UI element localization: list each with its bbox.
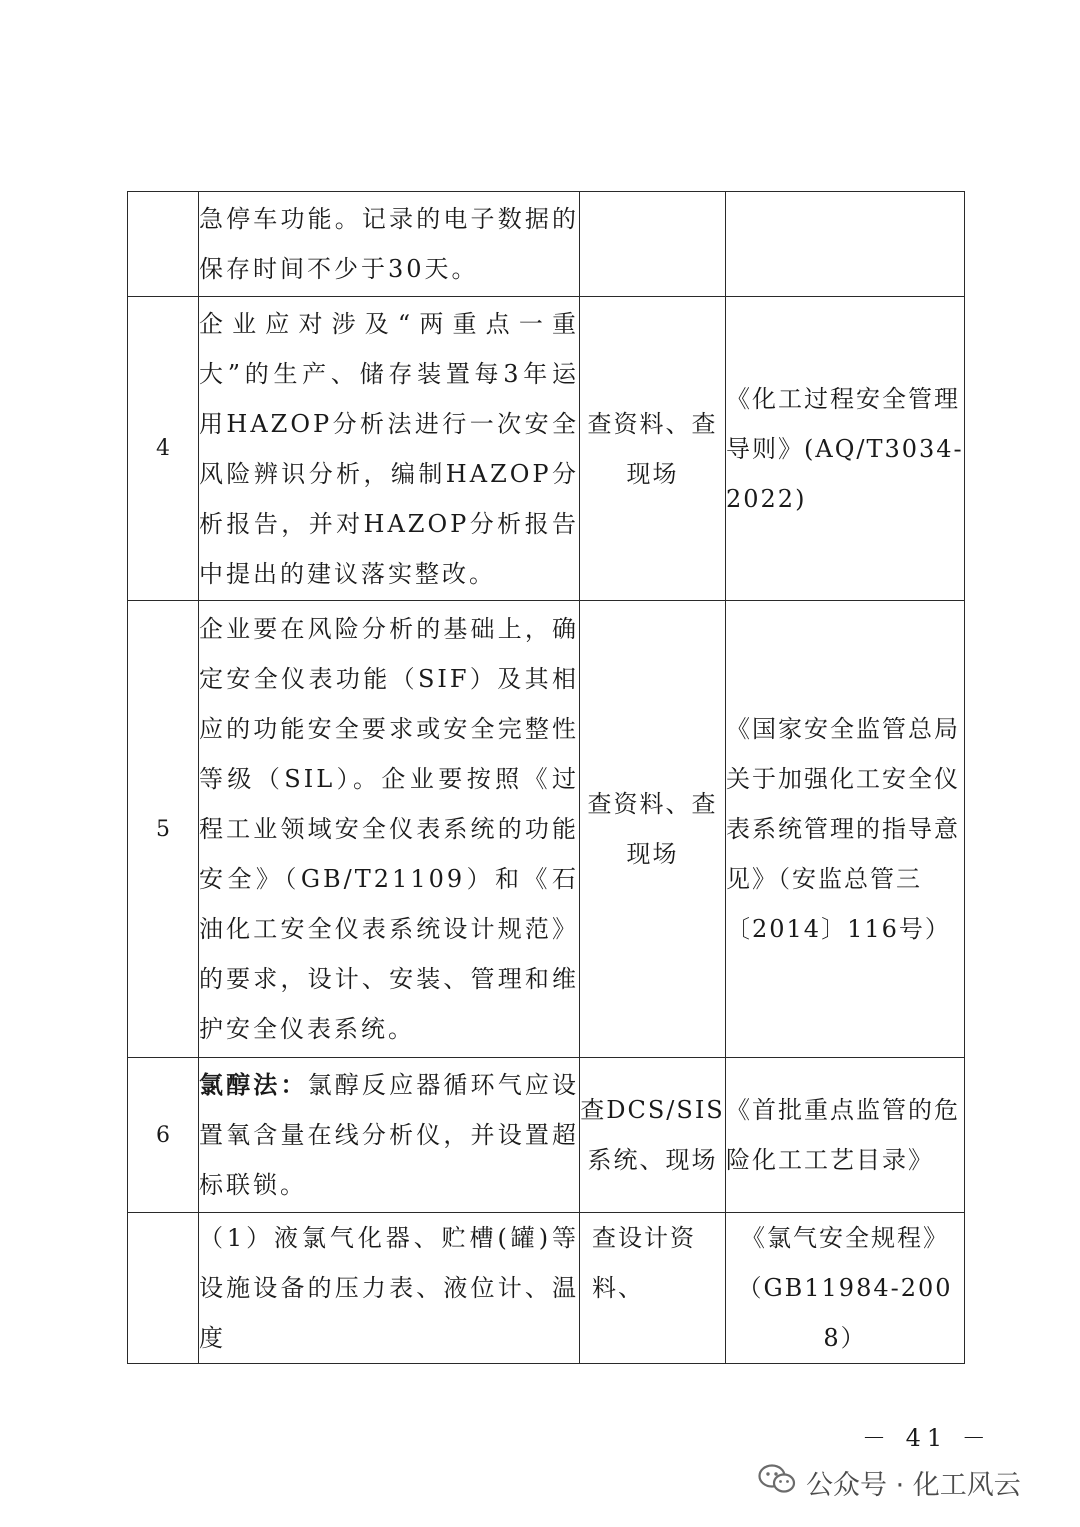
table-row <box>128 1213 965 1364</box>
row-number <box>128 1213 199 1364</box>
wechat-icon <box>758 1463 806 1502</box>
check-method-cell: 查DCS/SIS系统、现场 <box>580 1058 726 1213</box>
row-number <box>128 192 199 297</box>
requirement-cell: 企业应对涉及“两重点一重大”的生产、储存装置每3年运用HAZOP分析法进行一次安全风险辨识分析，编制HAZOP分析报告，并对HAZOP分析报告中提出的建议落实整改。 <box>199 297 580 601</box>
requirements-table <box>127 191 965 1364</box>
check-method-cell: 查设计资料、 <box>580 1213 726 1364</box>
table-row <box>128 192 965 297</box>
row-number: 4 <box>128 297 199 601</box>
row-number: 5 <box>128 601 199 1058</box>
requirement-cell <box>199 1058 580 1213</box>
requirement-cell: 企业要在风险分析的基础上，确定安全仪表功能（SIF）及其相应的功能安全要求或安全完整性等级（SIL）。企业要按照《过程工业领域安全仪表系统的功能安全》（GB/T21109）和《石油化工安全仪表系统设计规范》的要求，设计、安装、管理和维护安全仪表系统。 <box>199 601 580 1058</box>
basis-cell: 《首批重点监管的危险化工工艺目录》 <box>726 1058 965 1213</box>
process-label: 氯醇法： <box>199 1070 308 1099</box>
requirement-cell: 急停车功能。记录的电子数据的保存时间不少于30天。 <box>199 192 580 297</box>
check-method-cell <box>580 192 726 297</box>
basis-cell: 《化工过程安全管理导则》(AQ/T3034-2022) <box>726 297 965 601</box>
requirement-text: 氯醇反应器循环气应设置氧含量在线分析仪，并设置超标联锁。 <box>199 1071 580 1199</box>
check-method-cell: 查资料、查现场 <box>580 601 726 1058</box>
basis-cell <box>726 192 965 297</box>
basis-cell: 《国家安全监管总局关于加强化工安全仪表系统管理的指导意见》（安监总管三〔2014〕116号） <box>726 601 965 1058</box>
page-number: － 41 － <box>862 1424 992 1452</box>
watermark-text: 公众号 · 化工风云 <box>806 1469 1021 1501</box>
basis-cell: 《氯气安全规程》（GB11984-2008） <box>726 1213 965 1364</box>
table-row <box>128 297 965 601</box>
row-number: 6 <box>128 1058 199 1213</box>
check-method-cell: 查资料、查现场 <box>580 297 726 601</box>
watermark <box>758 1462 1021 1502</box>
table-row <box>128 1058 965 1213</box>
requirement-cell: （1）液氯气化器、贮槽(罐)等设施设备的压力表、液位计、温度 <box>199 1213 580 1364</box>
table-row <box>128 601 965 1058</box>
